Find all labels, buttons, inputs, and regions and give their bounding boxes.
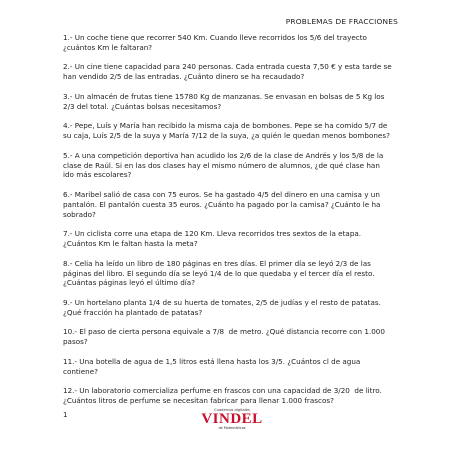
logo-tagline-bottom: de Matemáticas	[218, 426, 246, 430]
problem-item: 8.- Celia ha leído un libro de 180 páginas en tres días. El primer día se leyó 2/3 de las páginas del libro. El segundo día se leyó 1/4 de lo que quedaba y el tercer día el resto. ¿Cuántas páginas leyó el último día?	[63, 258, 377, 288]
logo-tagline-top: Cuadernos digitales	[214, 408, 250, 412]
problem-item: 1.- Un coche tiene que recorrer 540 Km. Cuando lleve recorridos los 5/6 del trayecto ¿cuántos Km le faltaran?	[63, 33, 370, 52]
page-number: 1	[63, 411, 68, 419]
logo-brand-name: VINDEL	[201, 411, 263, 427]
vindel-logo	[194, 408, 270, 430]
problem-item: 4.- Pepe, Luís y María han recibido la misma caja de bombones. Pepe se ha comido 5/7 de su caja, Luís 2/5 de la suya y María 7/12 de la suya, ¿a quién le quedan menos bombones?	[63, 121, 390, 141]
problem-item: 12.- Un laboratorio comercializa perfume en frascos con una capacidad de 3/20 de litro. ¿Cuántos litros de perfume se necesitan fabricar para llenar 1.000 frascos?	[63, 386, 385, 406]
problem-item: 7.- Un ciclista corre una etapa de 120 Km. Lleva recorridos tres sextos de la etapa. ¿Cuántos Km le faltan hasta la meta?	[63, 229, 364, 249]
problem-item: 3.- Un almacén de frutas tiene 15780 Kg de manzanas. Se envasan en bolsas de 5 Kg los 2/3 del total. ¿Cuántas bolsas necesitamos?	[63, 91, 387, 111]
page-header-title: PROBLEMAS DE FRACCIONES	[285, 17, 398, 26]
problem-item: 9.- Un hortelano planta 1/4 de su huerta de tomates, 2/5 de judías y el resto de patatas. ¿Qué fracción ha plantado de patatas?	[63, 297, 384, 317]
problem-item: 10.- El paso de cierta persona equivale a 7/8 de metro. ¿Qué distancia recorre con 1.000 pasos?	[63, 327, 388, 347]
problem-item: 5.- A una competición deportiva han acudido los 2/6 de la clase de Andrés y los 5/8 de la clase de Raúl. Si en las dos clases hay el mismo número de alumnos, ¿de qué clase han ido más escolares?	[63, 150, 386, 180]
problem-list	[63, 33, 393, 416]
problem-item: 2.- Un cine tiene capacidad para 240 personas. Cada entrada cuesta 7,50 € y esta tarde se han vendido 2/5 de las entradas. ¿Cuánto dinero se ha recaudado?	[63, 62, 395, 82]
problem-item: 6.- Maribel salió de casa con 75 euros. Se ha gastado 4/5 del dinero en una camisa y un pantalón. El pantalón cuesta 35 euros. ¿Cuánto ha pagado por la camisa? ¿Cuánto le ha sobrado?	[63, 189, 383, 219]
problem-item: 11.- Una botella de agua de 1,5 litros está llena hasta los 3/5. ¿Cuántos cl de agua contiene?	[63, 356, 363, 376]
